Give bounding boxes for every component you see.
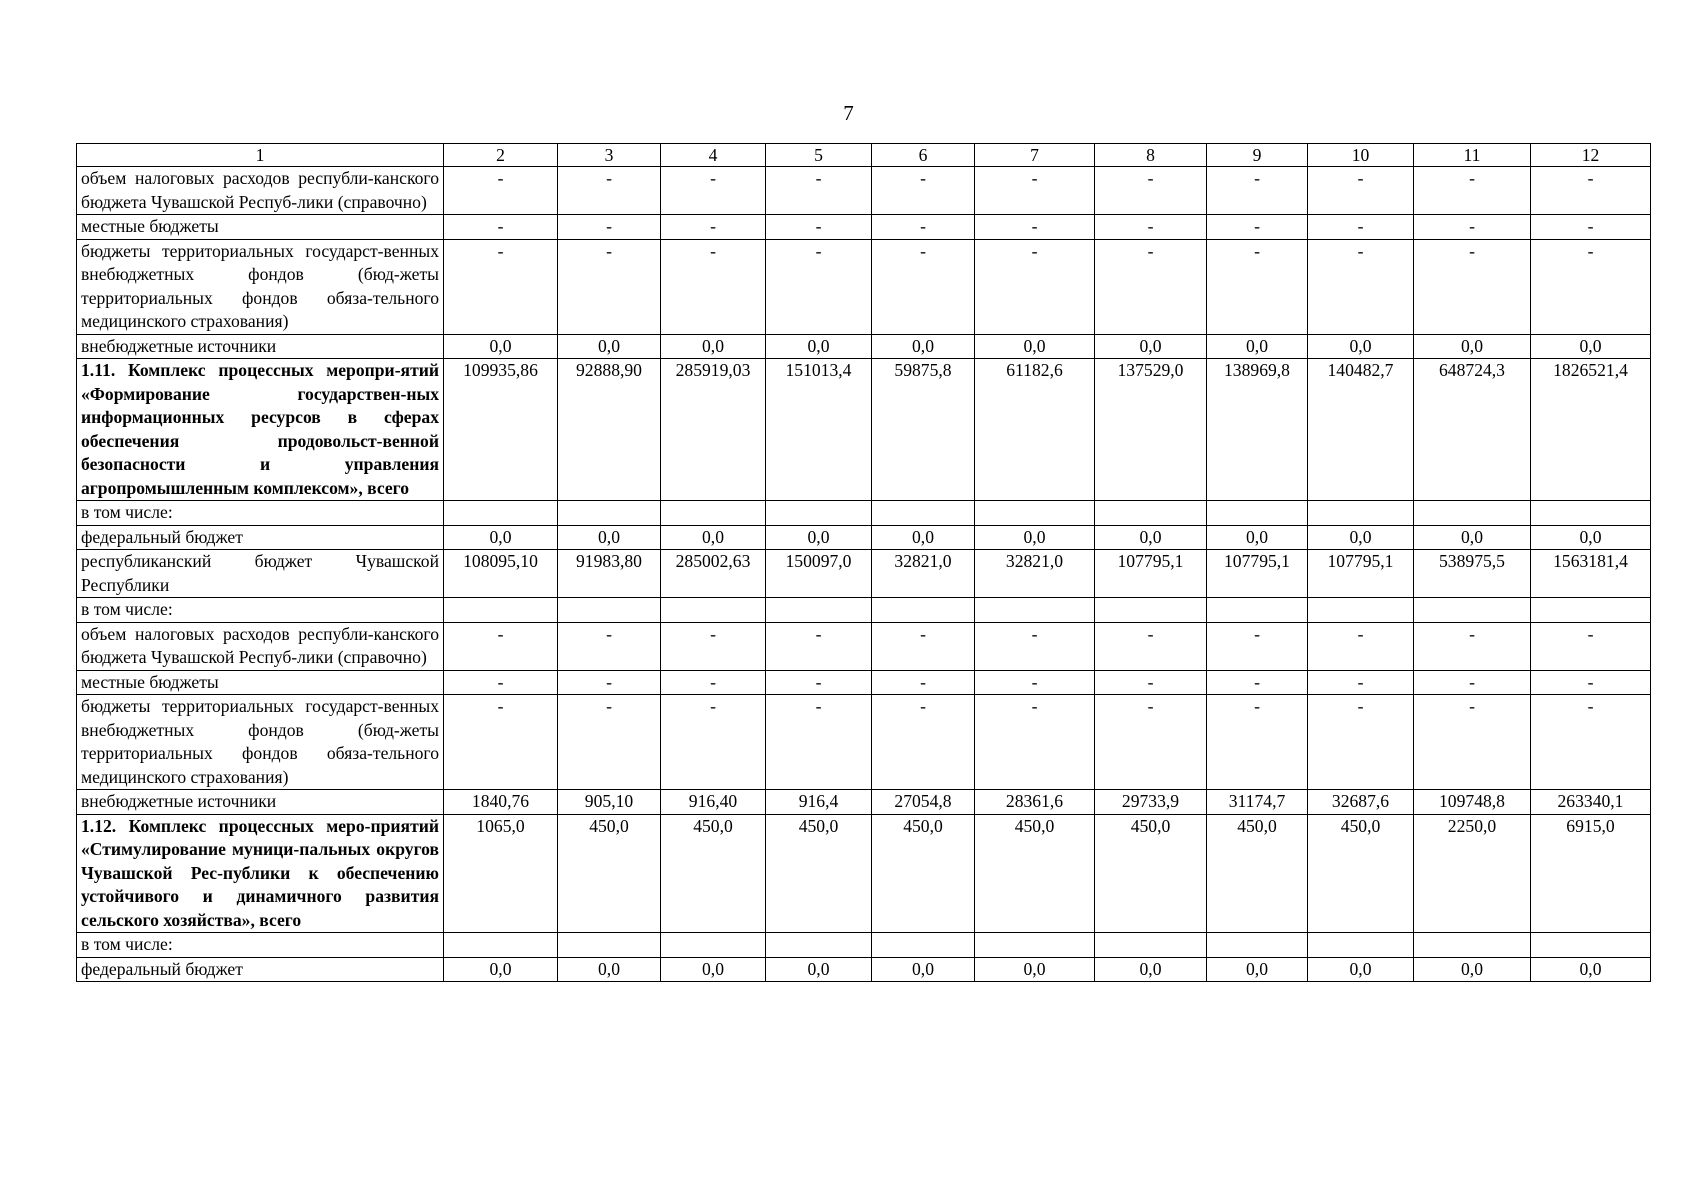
value-cell: - xyxy=(975,622,1095,670)
value-cell: 0,0 xyxy=(1308,525,1414,550)
value-cell: 0,0 xyxy=(1414,525,1531,550)
value-cell: 107795,1 xyxy=(1095,550,1207,598)
value-cell xyxy=(444,933,558,958)
table-row xyxy=(77,622,1651,670)
value-cell: 916,4 xyxy=(766,790,872,815)
value-cell: - xyxy=(1531,622,1651,670)
row-label: бюджеты территориальных государст-венных внебюджетных фондов (бюд-жеты территориальных фондов обяза-тельного медицинского страхования) xyxy=(77,695,444,790)
value-cell: - xyxy=(766,167,872,215)
value-cell: - xyxy=(558,167,661,215)
value-cell: 59875,8 xyxy=(872,359,975,501)
value-cell: 0,0 xyxy=(1207,957,1308,982)
value-cell: 450,0 xyxy=(975,814,1095,933)
value-cell: - xyxy=(1207,215,1308,240)
value-cell: - xyxy=(558,622,661,670)
column-number-header: 11 xyxy=(1414,144,1531,167)
value-cell: 91983,80 xyxy=(558,550,661,598)
value-cell: - xyxy=(1308,239,1414,334)
value-cell xyxy=(872,933,975,958)
value-cell: 0,0 xyxy=(558,957,661,982)
value-cell: 0,0 xyxy=(444,957,558,982)
row-label: федеральный бюджет xyxy=(77,957,444,982)
row-label: объем налоговых расходов республи-канского бюджета Чувашской Респуб-лики (справочно) xyxy=(77,167,444,215)
value-cell: - xyxy=(1095,215,1207,240)
value-cell: 0,0 xyxy=(975,334,1095,359)
value-cell: 0,0 xyxy=(1414,957,1531,982)
table-row xyxy=(77,359,1651,501)
value-cell xyxy=(872,501,975,526)
value-cell: - xyxy=(1308,670,1414,695)
value-cell: - xyxy=(1207,239,1308,334)
value-cell xyxy=(1414,598,1531,623)
value-cell: - xyxy=(1531,670,1651,695)
value-cell: - xyxy=(558,239,661,334)
value-cell: - xyxy=(1095,167,1207,215)
value-cell: - xyxy=(766,695,872,790)
value-cell: - xyxy=(766,622,872,670)
value-cell: 107795,1 xyxy=(1308,550,1414,598)
value-cell: 137529,0 xyxy=(1095,359,1207,501)
value-cell: 28361,6 xyxy=(975,790,1095,815)
value-cell: - xyxy=(1207,670,1308,695)
value-cell xyxy=(1414,501,1531,526)
column-number-header: 4 xyxy=(661,144,766,167)
value-cell: - xyxy=(661,167,766,215)
column-number-header: 8 xyxy=(1095,144,1207,167)
value-cell: 0,0 xyxy=(1207,525,1308,550)
value-cell: 29733,9 xyxy=(1095,790,1207,815)
column-number-header: 6 xyxy=(872,144,975,167)
value-cell: 61182,6 xyxy=(975,359,1095,501)
row-label: 1.11. Комплекс процессных меропри-ятий «Формирование государствен-ных информационных ресурсов в сферах обеспечения продовольст-венной безопасности и управления агропромышленным комплексом», всего xyxy=(77,359,444,501)
row-label: республиканский бюджет Чувашской Республики xyxy=(77,550,444,598)
value-cell: 450,0 xyxy=(766,814,872,933)
value-cell xyxy=(872,598,975,623)
value-cell: 1065,0 xyxy=(444,814,558,933)
table-row xyxy=(77,695,1651,790)
value-cell: - xyxy=(1207,622,1308,670)
value-cell xyxy=(1308,933,1414,958)
value-cell: 0,0 xyxy=(1308,334,1414,359)
value-cell: - xyxy=(558,695,661,790)
value-cell: - xyxy=(1531,239,1651,334)
table-row xyxy=(77,167,1651,215)
value-cell: 6915,0 xyxy=(1531,814,1651,933)
value-cell: 0,0 xyxy=(872,957,975,982)
value-cell: 0,0 xyxy=(1095,525,1207,550)
value-cell: - xyxy=(1207,695,1308,790)
value-cell xyxy=(661,598,766,623)
value-cell: 450,0 xyxy=(661,814,766,933)
value-cell: - xyxy=(1414,239,1531,334)
value-cell: 0,0 xyxy=(661,525,766,550)
value-cell: - xyxy=(1414,215,1531,240)
value-cell: 92888,90 xyxy=(558,359,661,501)
value-cell xyxy=(558,933,661,958)
value-cell: - xyxy=(1531,215,1651,240)
value-cell: - xyxy=(872,622,975,670)
row-label: бюджеты территориальных государст-венных внебюджетных фондов (бюд-жеты территориальных фондов обяза-тельного медицинского страхования) xyxy=(77,239,444,334)
budget-table xyxy=(76,143,1651,982)
value-cell: 648724,3 xyxy=(1414,359,1531,501)
table-row xyxy=(77,790,1651,815)
value-cell xyxy=(766,933,872,958)
value-cell: - xyxy=(872,670,975,695)
value-cell: - xyxy=(1308,215,1414,240)
value-cell: - xyxy=(1531,167,1651,215)
value-cell: - xyxy=(558,670,661,695)
value-cell: 27054,8 xyxy=(872,790,975,815)
value-cell: 450,0 xyxy=(558,814,661,933)
row-label: 1.12. Комплекс процессных меро-приятий «Стимулирование муници-пальных округов Чувашской Рес-публики к обеспечению устойчивого и динамичного развития сельского хозяйства», всего xyxy=(77,814,444,933)
value-cell: - xyxy=(661,622,766,670)
value-cell: 0,0 xyxy=(558,525,661,550)
page-number: 7 xyxy=(843,101,854,125)
value-cell: - xyxy=(1308,695,1414,790)
value-cell: - xyxy=(975,239,1095,334)
value-cell: - xyxy=(1095,622,1207,670)
value-cell: 450,0 xyxy=(1308,814,1414,933)
value-cell: 0,0 xyxy=(872,334,975,359)
value-cell: 450,0 xyxy=(1095,814,1207,933)
value-cell: 0,0 xyxy=(661,334,766,359)
value-cell: 0,0 xyxy=(1095,334,1207,359)
value-cell xyxy=(558,501,661,526)
value-cell: 450,0 xyxy=(1207,814,1308,933)
value-cell: 0,0 xyxy=(558,334,661,359)
row-label: местные бюджеты xyxy=(77,215,444,240)
value-cell: 0,0 xyxy=(444,525,558,550)
table-row xyxy=(77,501,1651,526)
value-cell: - xyxy=(444,670,558,695)
value-cell: 1563181,4 xyxy=(1531,550,1651,598)
column-number-header: 1 xyxy=(77,144,444,167)
header-row xyxy=(77,144,1651,167)
value-cell: - xyxy=(975,167,1095,215)
value-cell xyxy=(1414,933,1531,958)
table-row xyxy=(77,525,1651,550)
value-cell: 538975,5 xyxy=(1414,550,1531,598)
column-number-header: 2 xyxy=(444,144,558,167)
column-number-header: 7 xyxy=(975,144,1095,167)
value-cell: 0,0 xyxy=(444,334,558,359)
value-cell: 0,0 xyxy=(766,957,872,982)
value-cell xyxy=(975,933,1095,958)
value-cell xyxy=(975,501,1095,526)
value-cell xyxy=(1531,501,1651,526)
value-cell xyxy=(1095,933,1207,958)
value-cell: 107795,1 xyxy=(1207,550,1308,598)
table-row xyxy=(77,550,1651,598)
value-cell: 450,0 xyxy=(872,814,975,933)
value-cell xyxy=(1531,598,1651,623)
row-label: федеральный бюджет xyxy=(77,525,444,550)
value-cell xyxy=(1207,501,1308,526)
value-cell: 109748,8 xyxy=(1414,790,1531,815)
row-label: в том числе: xyxy=(77,501,444,526)
value-cell xyxy=(1095,501,1207,526)
value-cell: 151013,4 xyxy=(766,359,872,501)
value-cell: 2250,0 xyxy=(1414,814,1531,933)
value-cell: 916,40 xyxy=(661,790,766,815)
value-cell xyxy=(558,598,661,623)
value-cell: 32821,0 xyxy=(975,550,1095,598)
value-cell: - xyxy=(872,167,975,215)
value-cell: - xyxy=(1308,622,1414,670)
table-body xyxy=(77,144,1651,982)
value-cell: - xyxy=(661,239,766,334)
value-cell: 0,0 xyxy=(1207,334,1308,359)
value-cell: - xyxy=(1095,239,1207,334)
value-cell: - xyxy=(1095,670,1207,695)
value-cell: 0,0 xyxy=(766,334,872,359)
column-number-header: 9 xyxy=(1207,144,1308,167)
value-cell: 0,0 xyxy=(975,525,1095,550)
row-label: в том числе: xyxy=(77,933,444,958)
value-cell: - xyxy=(872,215,975,240)
value-cell: 0,0 xyxy=(1308,957,1414,982)
value-cell xyxy=(1207,933,1308,958)
value-cell: 108095,10 xyxy=(444,550,558,598)
value-cell: 150097,0 xyxy=(766,550,872,598)
table-row xyxy=(77,670,1651,695)
column-number-header: 12 xyxy=(1531,144,1651,167)
value-cell: 32821,0 xyxy=(872,550,975,598)
row-label: внебюджетные источники xyxy=(77,790,444,815)
value-cell: - xyxy=(444,695,558,790)
value-cell: - xyxy=(975,695,1095,790)
value-cell: - xyxy=(444,239,558,334)
value-cell: 109935,86 xyxy=(444,359,558,501)
value-cell: 140482,7 xyxy=(1308,359,1414,501)
table-row xyxy=(77,814,1651,933)
value-cell: - xyxy=(1531,695,1651,790)
value-cell xyxy=(1308,501,1414,526)
value-cell: - xyxy=(766,239,872,334)
value-cell: - xyxy=(661,670,766,695)
value-cell: 0,0 xyxy=(872,525,975,550)
value-cell: 0,0 xyxy=(1414,334,1531,359)
value-cell: - xyxy=(1308,167,1414,215)
column-number-header: 3 xyxy=(558,144,661,167)
value-cell: - xyxy=(766,215,872,240)
value-cell: 0,0 xyxy=(1095,957,1207,982)
value-cell: - xyxy=(444,622,558,670)
value-cell: - xyxy=(1095,695,1207,790)
row-label: в том числе: xyxy=(77,598,444,623)
table-row xyxy=(77,933,1651,958)
row-label: местные бюджеты xyxy=(77,670,444,695)
value-cell: - xyxy=(558,215,661,240)
value-cell: - xyxy=(1414,167,1531,215)
value-cell: - xyxy=(1414,622,1531,670)
value-cell xyxy=(1308,598,1414,623)
value-cell: 0,0 xyxy=(1531,957,1651,982)
value-cell: 31174,7 xyxy=(1207,790,1308,815)
value-cell xyxy=(444,501,558,526)
value-cell xyxy=(766,501,872,526)
value-cell xyxy=(444,598,558,623)
row-label: объем налоговых расходов республи-канского бюджета Чувашской Респуб-лики (справочно) xyxy=(77,622,444,670)
value-cell: 0,0 xyxy=(661,957,766,982)
column-number-header: 10 xyxy=(1308,144,1414,167)
value-cell: 0,0 xyxy=(766,525,872,550)
value-cell: - xyxy=(872,695,975,790)
value-cell xyxy=(975,598,1095,623)
value-cell xyxy=(766,598,872,623)
value-cell xyxy=(661,501,766,526)
value-cell: - xyxy=(872,239,975,334)
value-cell: 1826521,4 xyxy=(1531,359,1651,501)
row-label: внебюджетные источники xyxy=(77,334,444,359)
value-cell: - xyxy=(1207,167,1308,215)
value-cell: - xyxy=(661,695,766,790)
value-cell: - xyxy=(661,215,766,240)
value-cell: 905,10 xyxy=(558,790,661,815)
column-number-header: 5 xyxy=(766,144,872,167)
value-cell: 263340,1 xyxy=(1531,790,1651,815)
value-cell: - xyxy=(975,670,1095,695)
value-cell: - xyxy=(1414,670,1531,695)
table-row xyxy=(77,598,1651,623)
value-cell: 0,0 xyxy=(1531,525,1651,550)
value-cell: - xyxy=(444,167,558,215)
value-cell: - xyxy=(444,215,558,240)
value-cell: - xyxy=(766,670,872,695)
table-row xyxy=(77,957,1651,982)
value-cell: 0,0 xyxy=(975,957,1095,982)
value-cell xyxy=(1531,933,1651,958)
table-row xyxy=(77,334,1651,359)
value-cell xyxy=(1207,598,1308,623)
table-row xyxy=(77,239,1651,334)
value-cell: - xyxy=(975,215,1095,240)
value-cell: 138969,8 xyxy=(1207,359,1308,501)
value-cell: 285002,63 xyxy=(661,550,766,598)
value-cell: 0,0 xyxy=(1531,334,1651,359)
value-cell: 32687,6 xyxy=(1308,790,1414,815)
value-cell: 1840,76 xyxy=(444,790,558,815)
value-cell xyxy=(1095,598,1207,623)
table-row xyxy=(77,215,1651,240)
value-cell: 285919,03 xyxy=(661,359,766,501)
value-cell xyxy=(661,933,766,958)
value-cell: - xyxy=(1414,695,1531,790)
